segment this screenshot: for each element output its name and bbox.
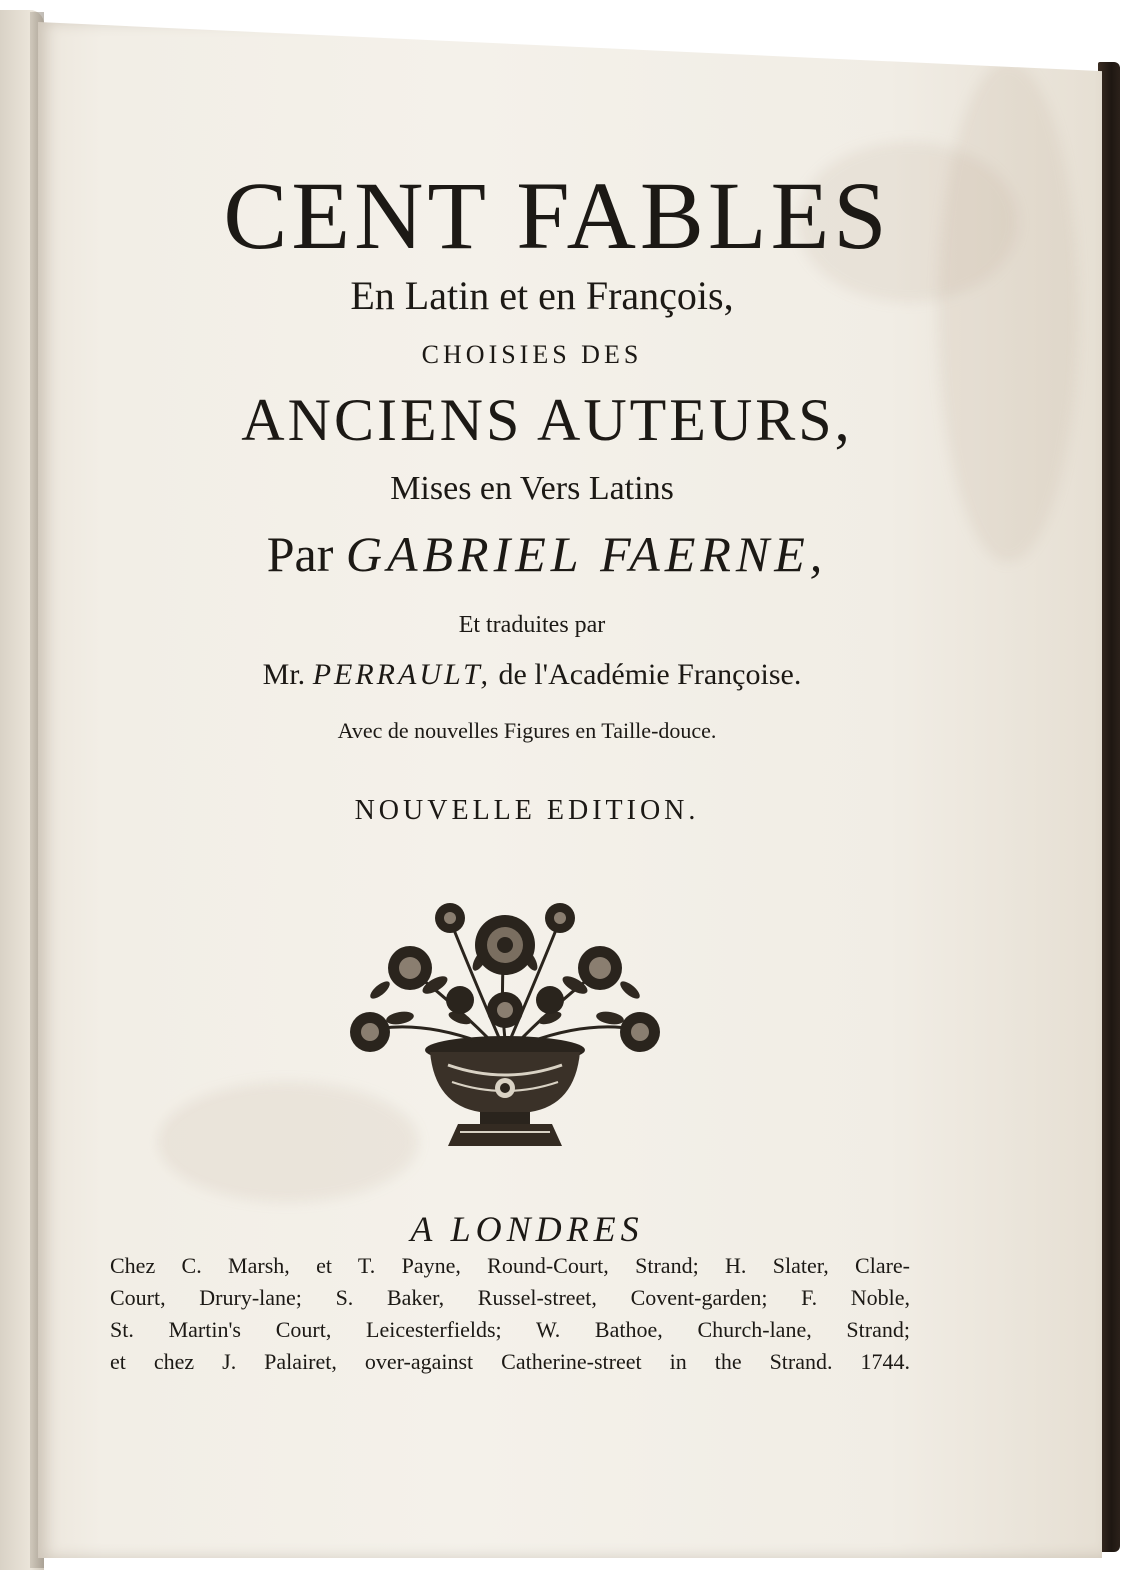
translator-line (0, 658, 1104, 692)
flower-vase-ornament (340, 900, 670, 1160)
translator-prefix: Mr. (262, 658, 306, 691)
imprint-line: St. Martin's Court, Leicesterfields; W. Bathoe, Church-lane, Strand; (110, 1317, 910, 1342)
subtitle-choisies: CHOISIES DES (421, 340, 643, 369)
imprint-block (110, 1250, 910, 1378)
imprint-line: et chez J. Palairet, over-against Catherine-street in the Strand. 1744. (110, 1349, 910, 1374)
figures-note: Avec de nouvelles Figures en Taille-douce. (337, 718, 717, 743)
edition-line: NOUVELLE EDITION. (354, 795, 700, 826)
author-name: GABRIEL FAERNE, (345, 526, 828, 582)
imprint-line: Court, Drury-lane; S. Baker, Russel-street, Covent-garden; F. Noble, (110, 1285, 910, 1310)
imprint-place: A LONDRES (410, 1209, 644, 1249)
subtitle-anciens-auteurs: ANCIENS AUTEURS, (241, 387, 853, 453)
author-prefix: Par (266, 526, 334, 582)
subtitle-mises: Mises en Vers Latins (390, 470, 674, 507)
translated-by: Et traduites par (458, 612, 606, 638)
author-line (0, 525, 1119, 583)
book-title: CENT FABLES (223, 162, 891, 269)
subtitle-language: En Latin et en François, (350, 273, 734, 318)
translator-suffix: de l'Académie Françoise. (498, 658, 802, 691)
imprint-line: Chez C. Marsh, et T. Payne, Round-Court, Strand; H. Slater, Clare- (110, 1253, 910, 1278)
translator-name: PERRAULT, (312, 658, 492, 691)
